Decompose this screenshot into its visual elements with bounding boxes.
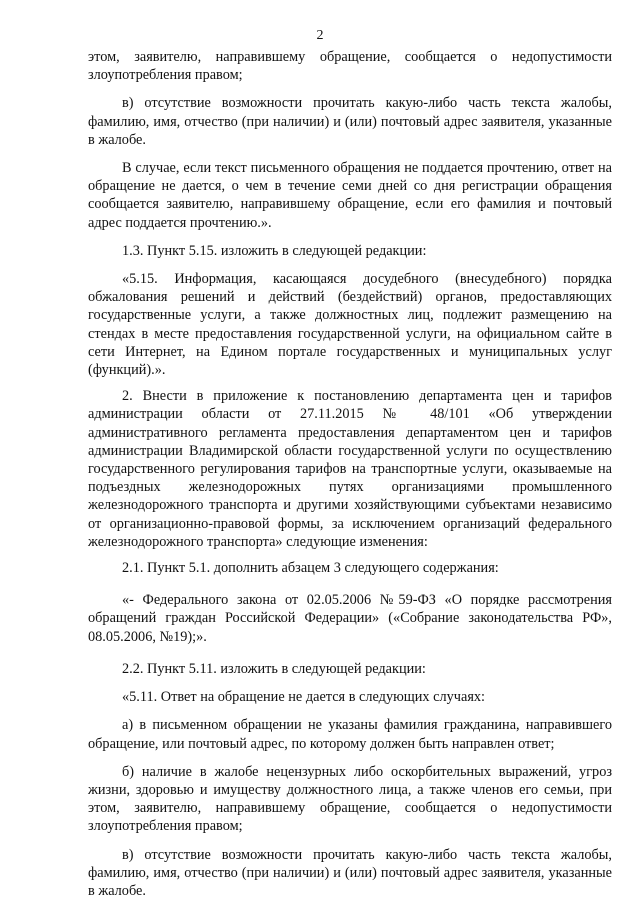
paragraph-2: 2. Внести в приложение к постановлению департамента цен и тарифов администрации области от 27.11.2015 № 48/101 «Об утверждении административного регламента предоставления департаментом цен и тарифов администрации Владимирской области государственной услуги по осуществлению государственного регулирования тарифов на транспортные услуги, оказываемые на подъездных железнодорожных путях организациями промышленного железнодорожного транспорта и другими хозяйствующими субъектами независимо от организационно-правовой формы, за исключением организаций федерального железнодорожного транспорта» следующие изменения: [88,388,612,550]
paragraph-2-2: 2.2. Пункт 5.11. изложить в следующей редакции: [122,660,426,677]
paragraph-item-v: в) отсутствие возможности прочитать какую-либо часть текста жалобы, фамилию, имя, отчество (при наличии) и (или) почтовый адрес заявителя, указанные в жалобе. [88,95,612,148]
paragraph-item-b: б) наличие в жалобе нецензурных либо оскорбительных выражений, угроз жизни, здоровью и имуществу должностного лица, а также членов его семьи, при этом, заявителю, направившему обращение, сообщается о недопустимости злоупотребления правом; [88,763,612,835]
paragraph-5-15: «5.15. Информация, касающаяся досудебного (внесудебного) порядка обжалования решений и действий (бездействий) органов, предоставляющих государственные услуги, а также должностных лиц, подлежит размещению на стендах в месте предоставления государственной услуги, на официальном сайте в сети Интернет, на Едином портале государственных и муниципальных услуг (функций).». [88,271,612,379]
paragraph-federal-law: «- Федерального закона от 02.05.2006 №59-ФЗ «О порядке рассмотрения обращений граждан Российской Федерации» («Собрание законодательства РФ», 08.05.2006, №19);». [88,592,612,645]
paragraph-2-1: 2.1. Пункт 5.1. дополнить абзацем 3 следующего содержания: [122,560,499,577]
paragraph-item-v-2: в) отсутствие возможности прочитать какую-либо часть текста жалобы, фамилию, имя, отчество (при наличии) и (или) почтовый адрес заявителя, указанные в жалобе. [88,846,612,899]
page-number: 2 [316,28,324,43]
paragraph-1-3: 1.3. Пункт 5.15. изложить в следующей редакции: [122,242,427,259]
paragraph-illegible-case: В случае, если текст письменного обращения не поддается прочтению, ответ на обращение не дается, о чем в течение семи дней со дня регистрации обращения сообщается заявителю, направившему обращение, если его фамилия и почтовый адрес поддается прочтению.». [88,160,612,231]
paragraph-item-a: а) в письменном обращении не указаны фамилия гражданина, направившего обращение, или почтовый адрес, по которому должен быть направлен ответ; [88,717,612,752]
paragraph-continuation: этом, заявителю, направившему обращение, сообщается о недопустимости злоупотребления правом; [88,49,612,84]
document-body [88,48,612,900]
paragraph-5-11: «5.11. Ответ на обращение не дается в следующих случаях: [122,689,486,706]
